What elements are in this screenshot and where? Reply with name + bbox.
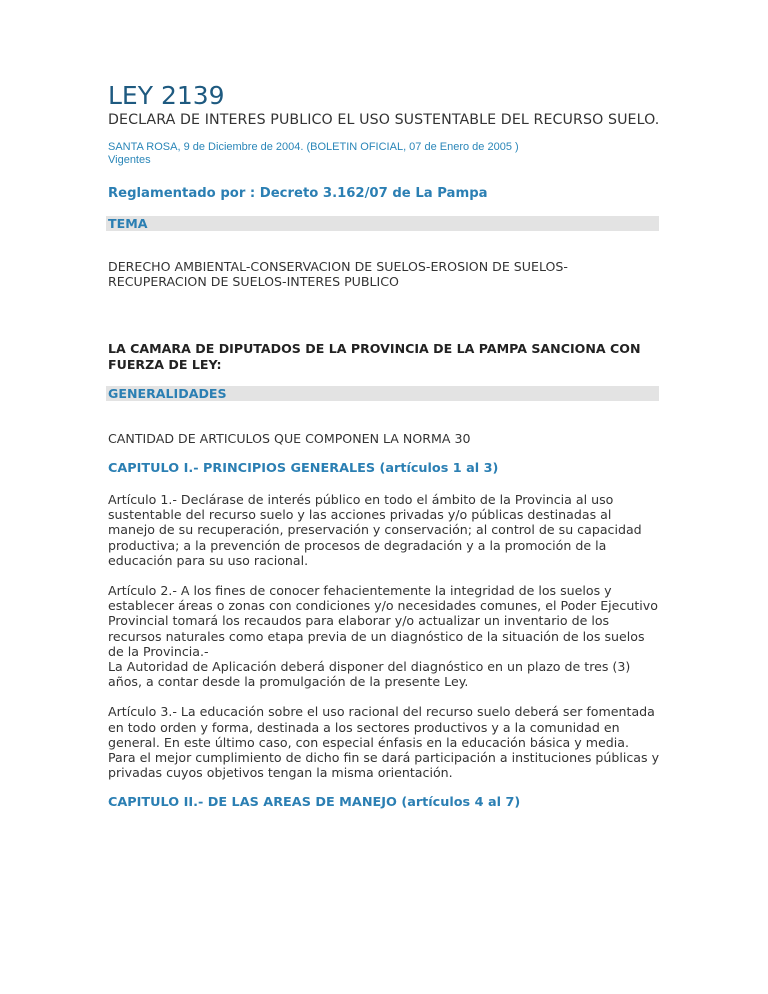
reglamentado-link[interactable]: Reglamentado por : Decreto 3.162/07 de La Pampa <box>108 186 488 201</box>
article-1 <box>108 492 661 568</box>
article-3 <box>108 704 661 780</box>
article-2-paragraph-1: Artículo 2.- A los fines de conocer fehacientemente la integridad de los suelos y establecer áreas o zonas con condiciones y/o necesidades comunes, el Poder Ejecutivo Provincial tomará los recaudos para elaborar y/o actualizar un inventario de los recursos naturales como etapa previa de un diagnóstico de la situación de los suelos de la Provincia.- <box>108 583 658 659</box>
cantidad-articulos: CANTIDAD DE ARTICULOS QUE COMPONEN LA NORMA 30 <box>108 430 471 446</box>
article-2 <box>108 583 661 689</box>
article-3-paragraph-1: Artículo 3.- La educación sobre el uso racional del recurso suelo deberá ser fomentada en todo orden y forma, destinada a los sectores productivos y a la comunidad en general. En este último caso, con especial énfasis en la educación básica y media. <box>108 704 655 750</box>
document-page <box>108 82 661 811</box>
law-subtitle: DECLARA DE INTERES PUBLICO EL USO SUSTENTABLE DEL RECURSO SUELO. <box>108 112 660 128</box>
chapter-2-heading[interactable]: CAPITULO II.- DE LAS AREAS DE MANEJO (artículos 4 al 7) <box>108 795 521 811</box>
publication-meta <box>108 141 661 166</box>
article-3-paragraph-2: Para el mejor cumplimiento de dicho fin se dará participación a instituciones públicas y privadas cuyos objetivos tengan la misma orientación. <box>108 750 660 781</box>
publication-date: SANTA ROSA, 9 de Diciembre de 2004. (BOLETIN OFICIAL, 07 de Enero de 2005 ) <box>108 141 519 153</box>
sanciona-heading: LA CAMARA DE DIPUTADOS DE LA PROVINCIA DE LA PAMPA SANCIONA CON FUERZA DE LEY: <box>108 341 641 372</box>
status-vigentes: Vigentes <box>108 153 151 166</box>
article-2-paragraph-2: La Autoridad de Aplicación deberá disponer del diagnóstico en un plazo de tres (3) años, a contar desde la promulgación de la presente Ley. <box>108 659 631 690</box>
chapter-1-heading[interactable]: CAPITULO I.- PRINCIPIOS GENERALES (artículos 1 al 3) <box>108 461 499 477</box>
section-header-tema: TEMA <box>106 216 659 231</box>
section-header-generalidades: GENERALIDADES <box>106 386 659 401</box>
law-title: LEY 2139 <box>108 81 225 110</box>
tema-text: DERECHO AMBIENTAL-CONSERVACION DE SUELOS-EROSION DE SUELOS-RECUPERACION DE SUELOS-INTERES PUBLICO <box>108 259 568 290</box>
article-1-paragraph: Artículo 1.- Declárase de interés público en todo el ámbito de la Provincia al uso sustentable del recurso suelo y las acciones privadas y/o públicas destinadas al manejo de su recuperación, preservación y conservación; al control de su capacidad productiva; a la prevención de procesos de degradación y a la promoción de la educación para su uso racional. <box>108 492 642 568</box>
